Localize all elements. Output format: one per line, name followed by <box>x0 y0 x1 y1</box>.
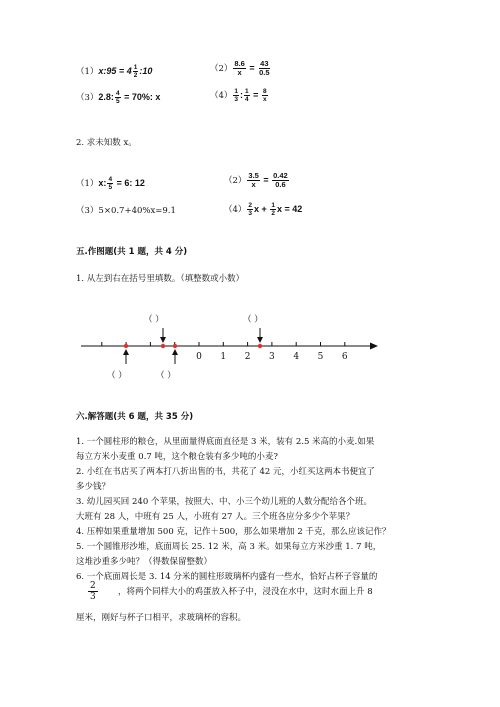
text-line: 大班有 28 人，中班有 25 人，小班有 27 人。三个班各应分多少个苹果？ <box>76 512 355 522</box>
text-line: 多少钱？ <box>76 482 111 492</box>
expr: x:95 = 4 $\frac{1}{2}$ :10 <box>98 64 153 79</box>
top-bracket-2: （ ） <box>243 315 263 325</box>
equation-2-2: （2） $\frac{3.5}{x}$ = $\frac{0.42}{0.6}$ <box>224 171 288 189</box>
fraction: $\frac{2}{3}$ <box>248 202 253 217</box>
text-line: 2. 小红在书店买了两本打八折出售的书，共花了 42 元，小红买这两本书便宜了 <box>76 467 376 477</box>
text-line: 1. 一个圆柱形的粮仓，从里面量得底面直径是 3 米，装有 2.5 米高的小麦.如果 <box>76 437 375 447</box>
tick-label: 1 <box>220 352 227 362</box>
text-line: 6. 一个底面周长是 3. 14 分米的圆柱形玻璃杯内盛有一些水，恰好占杯子容量的 <box>76 572 378 582</box>
text-line: ，将两个同样大小的鸡蛋放入杯子中，浸没在水中，这时水面上升 8 <box>118 587 373 597</box>
question-2-title: 2. 求未知数 x。 <box>76 138 137 148</box>
top-bracket-1: （ ） <box>144 315 164 325</box>
down-arrowhead-icon <box>160 337 166 343</box>
tick-label: 6 <box>341 352 348 362</box>
text-line: 5. 一个圆锥形沙堆，底面周长 25. 12 米，高 3 米。如果每立方米沙重 1. 7 吨， <box>76 542 382 552</box>
fraction: $\frac{4}{5}$ <box>108 176 113 191</box>
text-line: 4. 压榨如果重量增加 500 克，记作＋500，那么如果增加 2 千克，那么应该记作？ <box>76 527 391 537</box>
section-6-title: 六.解答题(共 6 题，共 35 分) <box>76 412 194 422</box>
tick-label: 4 <box>293 352 300 362</box>
arrowhead-icon <box>370 343 378 350</box>
fraction: $\frac{43}{0.5}$ <box>259 59 270 77</box>
point-marker <box>258 344 262 348</box>
point-marker <box>173 344 177 348</box>
up-arrowhead-icon <box>123 349 129 355</box>
equation-1-3: （3）2.8: $\frac{4}{5}$ = 70%: x <box>76 90 161 105</box>
text-line: 每立方米小麦重 0.7 吨，这个粮仓装有多少吨的小麦? <box>76 452 278 462</box>
fraction: $\frac{1}{2}$ <box>271 202 275 217</box>
fraction: $\frac{8.6}{x}$ <box>234 59 245 77</box>
tick-label: 0 <box>196 352 202 362</box>
section-5-title: 五.作图题(共 1 题，共 4 分) <box>76 247 188 257</box>
fraction: $\frac{1}{3}$ <box>234 88 239 103</box>
section-6-lines <box>76 435 390 585</box>
up-arrowhead-icon <box>172 349 178 355</box>
equation-2-3: （3）5×0.7+40%x=9.1 <box>76 206 176 216</box>
point-marker <box>161 344 165 348</box>
fraction: $\frac{3.5}{x}$ <box>248 171 259 189</box>
tick-label: 5 <box>317 352 324 362</box>
bottom-bracket-1: （ ） <box>107 371 127 381</box>
point-marker <box>124 344 128 348</box>
text-line: 厘米，刚好与杯子口相平，求玻璃杯的容积。 <box>76 613 247 623</box>
equation-1-4: （4） $\frac{1}{3}$ : $\frac{1}{4}$ = $\frac{8}{x}$ <box>210 88 267 103</box>
equation-1-2: （2） $\frac{8.6}{x}$ = $\frac{43}{0.5}$ <box>210 59 270 77</box>
fraction: $\frac{4}{5}$ <box>115 90 120 105</box>
tick-label: 2 <box>244 352 251 362</box>
bottom-bracket-2: （ ） <box>156 371 176 381</box>
text-line: 3. 幼儿园买回 240 个苹果，按照大、中、小三个幼儿班的人数分配给各个班。 <box>76 497 372 507</box>
fraction: $\frac{8}{x}$ <box>262 88 267 103</box>
equation-2-4: （4） $\frac{2}{3}$ x + $\frac{1}{2}$ x = 42 <box>224 202 303 217</box>
equation-2-1: （1）x: $\frac{4}{5}$ = 6: 12 <box>76 176 145 191</box>
fraction: $\frac{1}{2}$ <box>133 64 138 79</box>
fraction: $\frac{1}{4}$ <box>245 88 249 103</box>
fraction: $\frac{0.42}{0.6}$ <box>273 171 288 189</box>
tick-label: 3 <box>269 352 275 362</box>
fraction-two-thirds: 2 3 <box>90 581 96 602</box>
equation-1-1: （1）x:95 = 4 $\frac{1}{2}$ :10 <box>76 64 153 79</box>
down-arrowhead-icon <box>257 337 263 343</box>
section-5-question-1: 1. 从左到右在括号里填数。（填整数或小数） <box>76 274 245 284</box>
text-line: 这堆沙重多少吨？（得数保留整数） <box>76 557 213 567</box>
